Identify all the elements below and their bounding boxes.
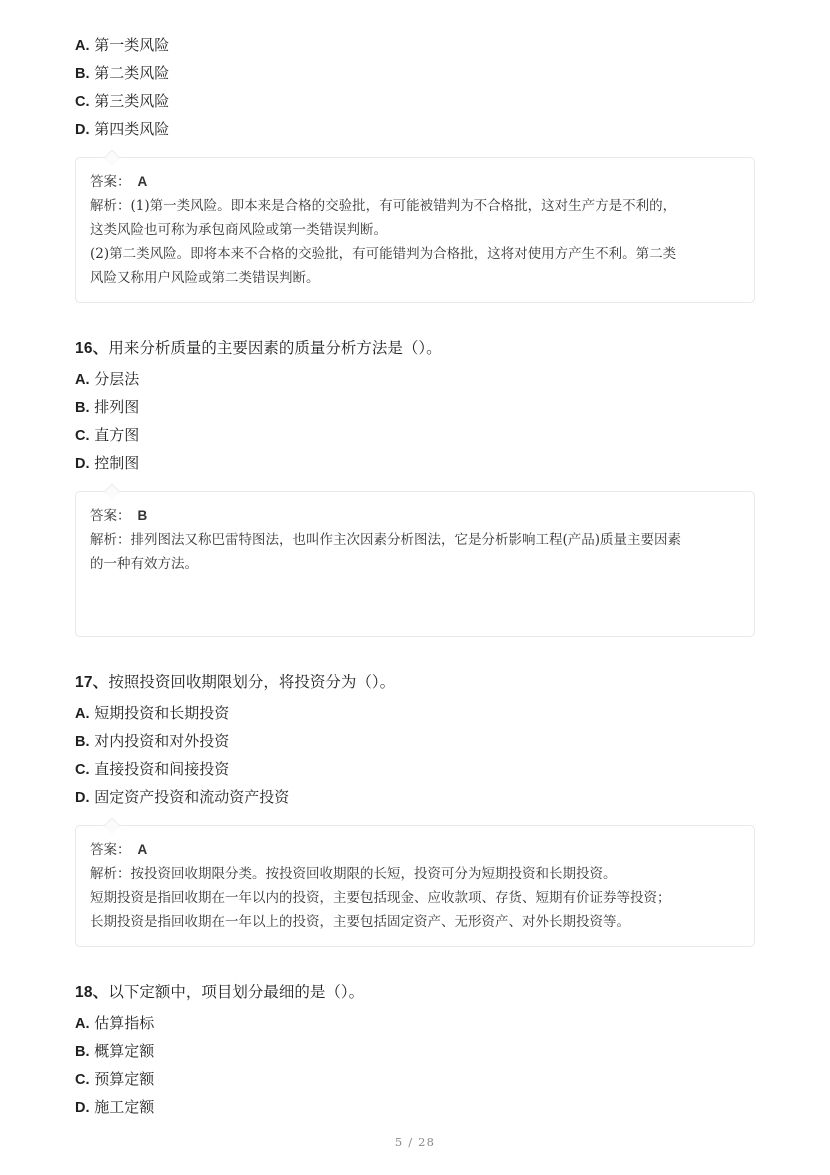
option-item[interactable] xyxy=(75,1094,755,1122)
section-spacer xyxy=(75,303,755,333)
option-text: 第二类风险 xyxy=(94,64,170,82)
explanation-blank-line xyxy=(90,576,740,600)
option-list xyxy=(75,700,755,812)
option-letter: D. xyxy=(75,122,90,138)
explanation-block xyxy=(90,528,740,624)
question-block xyxy=(75,977,755,1122)
option-letter: D. xyxy=(75,456,90,472)
option-text: 预算定额 xyxy=(94,1070,155,1088)
option-item[interactable] xyxy=(75,60,755,88)
option-letter: B. xyxy=(75,1044,90,1060)
option-item[interactable] xyxy=(75,728,755,756)
option-letter: C. xyxy=(75,1072,90,1088)
answer-card xyxy=(75,157,755,303)
option-text: 直方图 xyxy=(94,426,140,444)
answer-value: A xyxy=(137,174,148,189)
option-item[interactable] xyxy=(75,1038,755,1066)
option-list xyxy=(75,1010,755,1122)
option-item[interactable] xyxy=(75,394,755,422)
option-text: 第三类风险 xyxy=(94,92,170,110)
option-letter: D. xyxy=(75,790,90,806)
option-letter: C. xyxy=(75,428,90,444)
question-number: 16、 xyxy=(75,340,109,357)
answer-line xyxy=(90,170,740,194)
question-number: 17、 xyxy=(75,674,109,691)
option-item[interactable] xyxy=(75,116,755,144)
answer-line xyxy=(90,838,740,862)
option-letter: B. xyxy=(75,734,90,750)
option-item[interactable] xyxy=(75,450,755,478)
answer-label: 答案： xyxy=(90,174,131,190)
option-letter: A. xyxy=(75,38,90,54)
option-text: 分层法 xyxy=(94,370,140,388)
explanation-line: 解析：(1)第一类风险。即本来是合格的交验批，有可能被错判为不合格批，这对生产方是不利的， xyxy=(90,198,677,214)
answer-label: 答案： xyxy=(90,842,131,858)
option-letter: D. xyxy=(75,1100,90,1116)
option-letter: A. xyxy=(75,372,90,388)
explanation-line: 的一种有效方法。 xyxy=(90,556,198,572)
option-item[interactable] xyxy=(75,700,755,728)
option-item[interactable] xyxy=(75,756,755,784)
explanation-blank-line xyxy=(90,600,740,624)
callout-diamond-icon xyxy=(104,818,121,835)
option-item[interactable] xyxy=(75,366,755,394)
option-text: 估算指标 xyxy=(94,1014,155,1032)
option-text: 第一类风险 xyxy=(94,36,170,54)
explanation-line: 长期投资是指回收期在一年以上的投资，主要包括固定资产、无形资产、对外长期投资等。 xyxy=(90,914,630,930)
option-list xyxy=(75,32,755,144)
explanation-line: 风险又称用户风险或第二类错误判断。 xyxy=(90,270,320,286)
option-letter: A. xyxy=(75,1016,90,1032)
option-item[interactable] xyxy=(75,32,755,60)
answer-value: B xyxy=(137,508,148,523)
section-spacer xyxy=(75,947,755,977)
option-text: 概算定额 xyxy=(94,1042,155,1060)
option-text: 对内投资和对外投资 xyxy=(94,732,230,750)
question-block xyxy=(75,32,755,303)
question-number: 18、 xyxy=(75,984,109,1001)
option-text: 短期投资和长期投资 xyxy=(94,704,230,722)
option-text: 排列图 xyxy=(94,398,140,416)
explanation-line: (2)第二类风险。即将本来不合格的交验批，有可能错判为合格批，这将对使用方产生不利。第二类 xyxy=(90,246,677,262)
option-letter: B. xyxy=(75,66,90,82)
question-stem xyxy=(75,333,755,364)
explanation-line: 这类风险也可称为承包商风险或第一类错误判断。 xyxy=(90,222,387,238)
option-item[interactable] xyxy=(75,784,755,812)
question-stem xyxy=(75,977,755,1008)
option-letter: A. xyxy=(75,706,90,722)
answer-card xyxy=(75,825,755,947)
explanation-line: 短期投资是指回收期在一年以内的投资，主要包括现金、应收款项、存货、短期有价证券等投资； xyxy=(90,890,671,906)
question-block xyxy=(75,333,755,637)
option-item[interactable] xyxy=(75,1010,755,1038)
explanation-line: 解析：排列图法又称巴雷特图法，也叫作主次因素分析图法，它是分析影响工程(产品)质量主要因素 xyxy=(90,532,682,548)
section-spacer xyxy=(75,637,755,667)
explanation-block xyxy=(90,194,740,290)
option-text: 直接投资和间接投资 xyxy=(94,760,230,778)
question-block xyxy=(75,667,755,947)
option-text: 第四类风险 xyxy=(94,120,170,138)
question-stem xyxy=(75,667,755,698)
callout-diamond-icon xyxy=(104,150,121,167)
option-letter: C. xyxy=(75,94,90,110)
explanation-line: 解析：按投资回收期限分类。按投资回收期限的长短，投资可分为短期投资和长期投资。 xyxy=(90,866,617,882)
answer-value: A xyxy=(137,842,148,857)
answer-line xyxy=(90,504,740,528)
callout-diamond-icon xyxy=(104,484,121,501)
option-text: 施工定额 xyxy=(94,1098,155,1116)
option-list xyxy=(75,366,755,478)
answer-card xyxy=(75,491,755,637)
option-text: 控制图 xyxy=(94,454,140,472)
explanation-block xyxy=(90,862,740,934)
option-letter: C. xyxy=(75,762,90,778)
question-text: 按照投资回收期限划分，将投资分为（）。 xyxy=(108,673,396,691)
option-text: 固定资产投资和流动资产投资 xyxy=(94,788,290,806)
option-item[interactable] xyxy=(75,1066,755,1094)
option-letter: B. xyxy=(75,400,90,416)
question-text: 以下定额中，项目划分最细的是（）。 xyxy=(108,983,365,1001)
answer-label: 答案： xyxy=(90,508,131,524)
option-item[interactable] xyxy=(75,88,755,116)
option-item[interactable] xyxy=(75,422,755,450)
question-text: 用来分析质量的主要因素的质量分析方法是（）。 xyxy=(108,339,442,357)
page-footer: 5 / 28 xyxy=(394,1135,436,1149)
